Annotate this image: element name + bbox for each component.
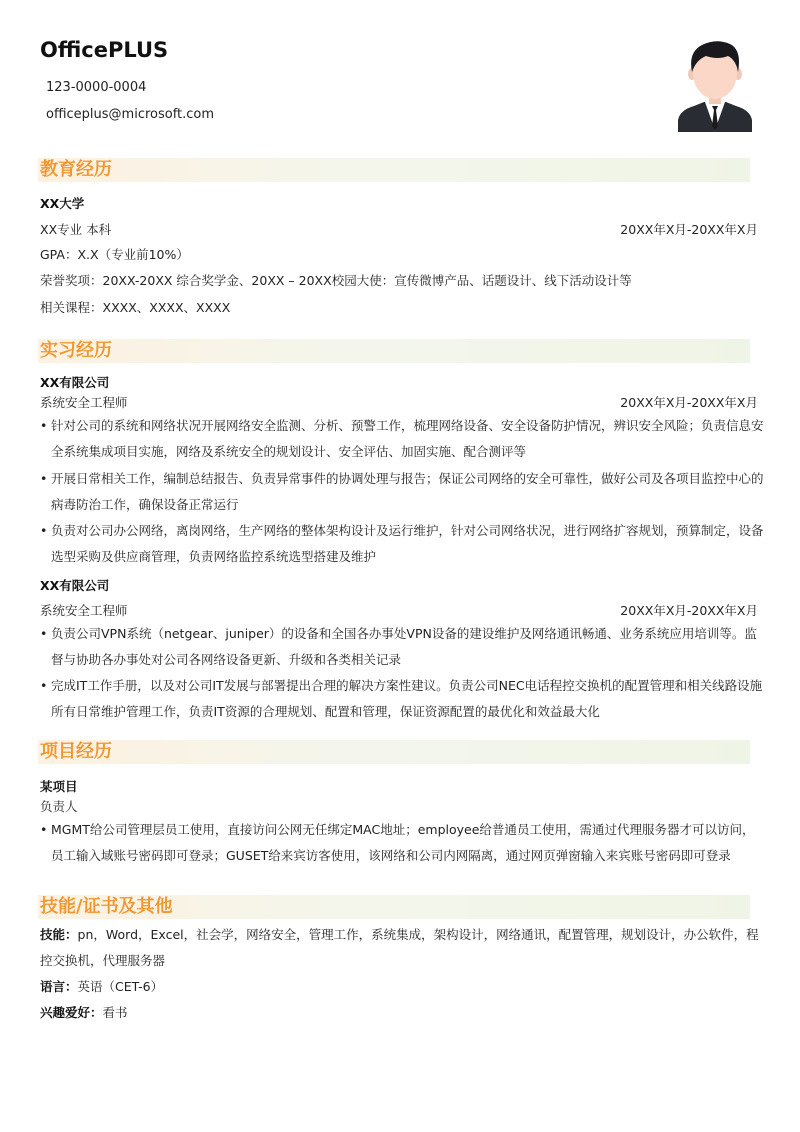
job-bullet: • 负责对公司办公网络，离岗网络，生产网络的整体架构设计及运行维护，针对公司网络状况，进行网络扩容规划，预算制定，设备选型采购及供应商管理，负责网络监控系统选型搭建及维护	[40, 523, 764, 564]
project-title: 项目经历	[40, 741, 112, 762]
skills-paragraph	[40, 922, 766, 974]
school-name: XX大学	[40, 196, 85, 211]
honors: 荣誉奖项：20XX-20XX 综合奖学金、20XX – 20XX校园大使：宣传微博产品、话题设计、线下活动设计等	[40, 273, 632, 288]
language-text: 英语（CET-6）	[77, 979, 164, 994]
hobby-label: 兴趣爱好：	[40, 1005, 103, 1020]
job-bullet: • 针对公司的系统和网络状况开展网络安全监测、分析、预警工作，梳理网络设备、安全设备防护情况，辨识安全风险；负责信息安全系统集成项目实施，网络及系统安全的规划设计、安全评估、加固实施、配合测评等	[40, 418, 764, 459]
education-title: 教育经历	[40, 159, 112, 180]
project-role: 负责人	[40, 799, 78, 814]
job-role: 系统安全工程师	[40, 395, 128, 410]
major-degree: XX专业 本科	[40, 222, 112, 237]
internship-header	[38, 339, 750, 363]
education-header	[38, 158, 750, 182]
job-date: 20XX年X月-20XX年X月	[620, 603, 758, 618]
job-bullet: • 负责公司VPN系统（netgear、juniper）的设备和全国各办事处VPN设备的建设维护及网络通讯畅通、业务系统应用培训等。监督与协助各办事处对公司各网络设备更新、升级和各类相关记录	[40, 626, 757, 667]
job-bullet: • 开展日常相关工作，编制总结报告、负责异常事件的协调处理与报告；保证公司网络的安全可靠性，做好公司及各项目监控中心的病毒防治工作，确保设备正常运行	[40, 471, 764, 512]
skills-text: pn，Word，Excel，社会学，网络安全，管理工作，系统集成，架构设计，网络通讯，配置管理，规划设计，办公软件，程控交换机，代理服务器	[40, 927, 759, 968]
job-bullet: • 完成IT工作手册，以及对公司IT发展与部署提出合理的解决方案性建议。负责公司NEC电话程控交换机的配置管理和相关线路设施所有日常维护管理工作，负责IT资源的合理规划、配置和管理，保证资源配置的最优化和效益最大化	[40, 678, 763, 719]
courses: 相关课程：XXXX、XXXX、XXXX	[40, 300, 231, 315]
skills-label: 技能：	[40, 927, 78, 942]
project-bullet: • MGMT给公司管理层员工使用，直接访问公网无任绑定MAC地址；employee给普通员工使用，需通过代理服务器才可以访问，员工输入域账号密码即可登录；GUSET给来宾访客使用，该网络和公司内网隔离，通过网页弹窗输入来宾账号密码即可登录	[40, 822, 755, 863]
job-role: 系统安全工程师	[40, 603, 128, 618]
internship-title: 实习经历	[40, 340, 112, 361]
email-address: officeplus@microsoft.com	[46, 107, 215, 122]
project-header	[38, 740, 750, 764]
project-name: 某项目	[40, 779, 78, 794]
company-name: XX有限公司	[40, 375, 110, 390]
phone-number: 123-0000-0004	[46, 80, 147, 95]
hobby-text: 看书	[102, 1005, 128, 1020]
language-line	[40, 974, 766, 1000]
skills-header	[38, 895, 750, 919]
skills-title: 技能/证书及其他	[40, 896, 173, 917]
avatar	[678, 40, 752, 132]
gpa: GPA：X.X（专业前10%）	[40, 247, 189, 262]
hobby-line	[40, 1000, 766, 1026]
language-label: 语言：	[40, 979, 78, 994]
company-name: XX有限公司	[40, 578, 110, 593]
candidate-name: OfficePLUS	[40, 38, 169, 62]
job-date: 20XX年X月-20XX年X月	[620, 395, 758, 410]
education-date: 20XX年X月-20XX年X月	[620, 222, 758, 237]
